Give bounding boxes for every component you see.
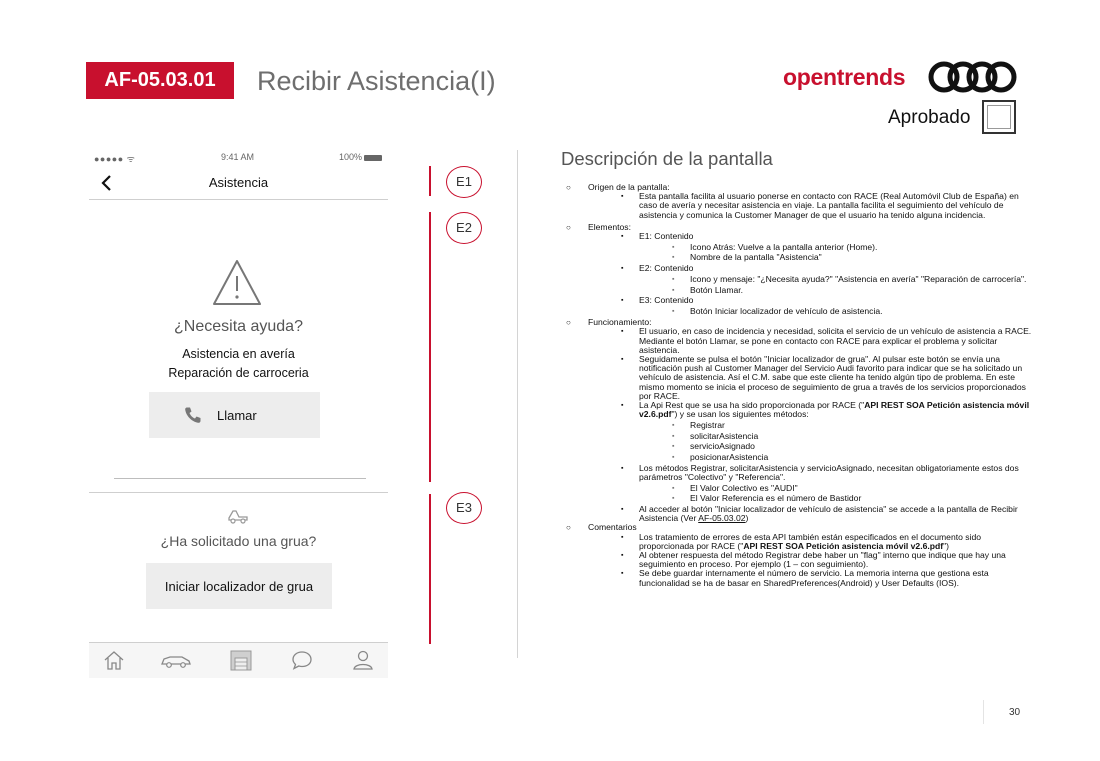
list-item: ▪ Botón Llamar. <box>672 284 744 295</box>
chat-icon[interactable] <box>290 649 314 671</box>
list-item: ▪ Los métodos Registrar, solicitarAsistencia y servicioAsignado, necesitan obligatoriamente estos dos parámetros "Colectivo" y "Referencia". <box>621 462 1019 482</box>
list-item: ▪ E1: Contenido <box>621 231 694 242</box>
section-origen: ○ Origen de la pantalla: <box>566 182 670 192</box>
tab-bar <box>89 642 388 678</box>
audi-rings-icon <box>927 60 1019 94</box>
list-item: ▪ Al obtener respuesta del método Registrar debe haber un "flag" interno que indique que hay una seguimiento en proceso. Por ejemplo (1 – con seguimiento). <box>621 550 1006 570</box>
tow-truck-icon <box>227 508 249 524</box>
marker-e3: E3 <box>446 492 482 524</box>
call-button[interactable] <box>149 392 320 438</box>
screen-code-badge: AF-05.03.01 <box>86 62 234 99</box>
description-body <box>566 183 1036 588</box>
brand-logo-text: opentrends <box>783 64 906 90</box>
battery-indicator <box>339 152 382 162</box>
e3-indicator-line <box>429 494 431 644</box>
list-item: ▪ solicitarAsistencia <box>672 430 759 441</box>
list-item: ▪ El Valor Referencia es el número de Bastidor <box>672 493 862 504</box>
e1-indicator-line <box>429 166 431 196</box>
start-tow-locator-button[interactable] <box>146 563 332 609</box>
car-icon[interactable] <box>160 649 192 671</box>
list-item: ▪ Botón Iniciar localizador de vehículo de asistencia. <box>672 305 883 316</box>
body-repair-text: Reparación de carroceria <box>168 366 309 380</box>
list-item: ▪ El usuario, en caso de incidencia y necesidad, solicita el servicio de un vehículo de asistencia a RACE. Mediante el botón Llamar, se pone en contacto con RACE para explicar el problema y solicitar asistencia. <box>621 326 1032 355</box>
list-item: ▪ posicionarAsistencia <box>672 451 769 462</box>
list-item: ▪ Registrar <box>672 419 725 430</box>
section-funcionamiento: ○ Funcionamiento: <box>566 317 652 328</box>
list-item: ▪ Seguidamente se pulsa el botón "Iniciar localizador de grua". Al pulsar este botón se envía una notificación push al Customer Manager del Servicio Audi favorito para indicar que se ha solicitado un vehículo de asistencia. Así el C.M. sabe que este cliente ha tenido algún tipo de problema. En este mismo momento se inicia el proceso de seguimiento de grua a través de los servicios proporcionados por RACE. <box>621 353 1026 401</box>
battery-icon <box>364 155 382 161</box>
list-item: ▪ servicioAsignado <box>672 441 755 452</box>
list-item: ▪ Icono y mensaje: "¿Necesita ayuda?" "Asistencia en avería" "Reparación de carrocería". <box>672 273 1027 284</box>
phone-mockup <box>89 146 388 678</box>
list-item: ▪ E2: Contenido <box>621 263 694 274</box>
nav-title: Asistencia <box>208 175 269 190</box>
page-number-divider <box>983 700 984 724</box>
list-item: ▪ El Valor Colectivo es "AUDI" <box>672 482 798 493</box>
nav-bar <box>89 166 388 200</box>
column-divider <box>517 150 518 658</box>
signal-indicator: ●●●●● ᯤ <box>94 154 136 164</box>
page-number: 30 <box>1009 707 1021 718</box>
garage-icon[interactable] <box>229 649 253 671</box>
help-question: ¿Necesita ayuda? <box>174 318 303 335</box>
divider <box>114 478 366 479</box>
af-05-03-02-link[interactable]: AF-05.03.02 <box>698 513 746 524</box>
list-item: ▪ Al acceder al botón "Iniciar localizador de vehículo de asistencia" se accede a la pantalla de Recibir Asistencia (Ver AF-05.03.02) <box>621 504 1018 524</box>
section-elementos: ○ Elementos: <box>566 221 631 232</box>
list-item: ▪ Nombre de la pantalla "Asistencia" <box>672 252 822 263</box>
list-item: ▪ Icono Atrás: Vuelve a la pantalla anterior (Home). <box>672 241 878 252</box>
status-time: 9:41 AM <box>221 152 255 162</box>
user-icon[interactable] <box>351 649 375 671</box>
approval-status-label: Aprobado <box>888 107 971 128</box>
divider <box>89 492 388 493</box>
description-title: Descripción de la pantalla <box>561 148 773 169</box>
page-title: Recibir Asistencia(I) <box>257 66 496 96</box>
battery-percent: 100% <box>339 152 363 162</box>
list-item: ▪ Los tratamiento de errores de esta API también están especificados en el documento sido proporcionada por RACE ("API REST SOA Petición asistencia móvil v2.6.pdf") <box>621 531 982 551</box>
e2-indicator-line <box>429 212 431 482</box>
home-icon[interactable] <box>102 649 126 671</box>
list-item: ▪ E3: Contenido <box>621 295 694 306</box>
breakdown-assistance-text: Asistencia en avería <box>182 347 295 361</box>
tow-question: ¿Ha solicitado una grua? <box>160 533 317 549</box>
marker-e1: E1 <box>446 166 482 198</box>
list-item: ▪ Esta pantalla facilita al usuario ponerse en contacto con RACE (Real Automóvil Club de España) en caso de avería y necesitar asistencia en viaje. La pantalla facilita el seguimiento del vehículo de asistencia y comunica la Customer Manager de que el usuario ha tenido alguna incidencia. <box>621 191 1019 220</box>
call-button-label: Llamar <box>217 408 257 423</box>
warning-icon <box>211 258 263 308</box>
tow-button-label: Iniciar localizador de grua <box>164 579 314 594</box>
list-item: ▪ La Api Rest que se usa ha sido proporcionada por RACE ("API REST SOA Petición asistencia móvil v2.6.pdf") y se usan los siguientes métodos: <box>621 399 1030 420</box>
list-item: ▪ Se debe guardar internamente el número de servicio. La memoria interna que gestiona esta funcionalidad se ha de basar en SharedPreferences(Android) y User Defaults (IOS). <box>621 568 989 588</box>
section-comentarios: ○ Comentarios <box>566 522 637 533</box>
approval-checkbox[interactable] <box>982 100 1016 134</box>
phone-icon <box>184 406 202 424</box>
marker-e2: E2 <box>446 212 482 244</box>
